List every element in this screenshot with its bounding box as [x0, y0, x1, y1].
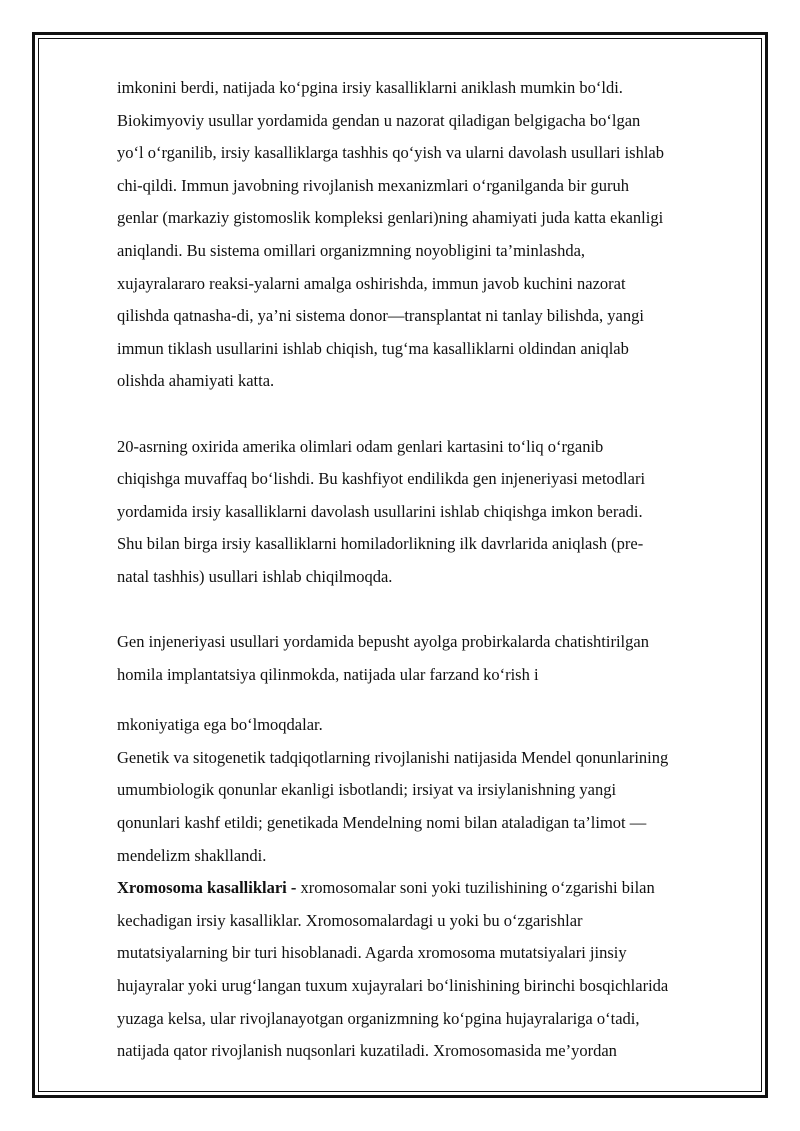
text-line: chi-qildi. Immun javobning rivojlanish mexanizmlari o‘rganilganda bir guruh [117, 175, 629, 195]
text-line: immun tiklash usullarini ishlab chiqish, tug‘ma kasalliklarni oldindan aniqlab [117, 338, 629, 358]
text-line: Shu bilan birga irsiy kasalliklarni homiladorlikning ilk davrlarida aniqlash (pre- [117, 534, 644, 554]
text-line: chiqishga muvaffaq bo‘lishdi. Bu kashfiyot endilikda gen injeneriyasi metodlari [117, 469, 646, 489]
text-line: imkonini berdi, natijada ko‘pgina irsiy kasalliklarni aniklash mumkin bo‘ldi. [117, 78, 623, 97]
text-line: yo‘l o‘rganilib, irsiy kasalliklarga tashhis qo‘yish va ularni davolash usullari ishlab [117, 143, 665, 163]
text-line: olishda ahamiyati katta. [117, 371, 275, 391]
paragraph-spacer [117, 398, 749, 431]
text-line: mendelizm shakllandi. [117, 845, 267, 865]
text-line [117, 872, 749, 905]
text-line: mutatsiyalarning bir turi hisoblanadi. Agarda xromosoma mutatsiyalari jinsiy [117, 943, 627, 963]
paragraph-immunology [117, 72, 749, 398]
paragraph-spacer [117, 594, 749, 627]
term-definition: xromosomalar soni yoki tuzilishining o‘zgarishi bilan [296, 878, 655, 898]
text-line: 20-asrning oxirida amerika olimlari odam genlari kartasini to‘liq o‘rganib [117, 436, 604, 456]
text-line: natijada qator rivojlanish nuqsonlari kuzatiladi. Xromosomasida me’yordan [117, 1041, 617, 1061]
text-line: Biokimyoviy usullar yordamida gendan u nazorat qiladigan belgigacha bo‘lgan [117, 110, 641, 130]
text-line: Genetik va sitogenetik tadqiqotlarning rivojlanishi natijasida Mendel qonunlarining [117, 747, 669, 767]
paragraph-mendelism [117, 709, 749, 872]
text-line: Gen injeneriyasi usullari yordamida bepusht ayolga probirkalarda chatishtirilgan [117, 632, 649, 652]
paragraph-spacer [117, 691, 749, 709]
paragraph-chromosome-diseases [117, 872, 749, 1068]
text-line: kechadigan irsiy kasalliklar. Xromosomalardagi u yoki bu o‘zgarishlar [117, 910, 583, 930]
text-line: genlar (markaziy gistomoslik kompleksi genlari)ning ahamiyati juda katta ekanligi [117, 208, 664, 228]
text-line: aniqlandi. Bu sistema omillari organizmning noyobligini ta’minlashda, [117, 240, 586, 260]
text-line: mkoniyatiga ega bo‘lmoqdalar. [117, 715, 323, 735]
text-line: qonunlari kashf etildi; genetikada Mendelning nomi bilan ataladigan ta’limot — [117, 813, 647, 833]
paragraph-gene-engineering [117, 626, 749, 691]
text-line: umumbiologik qonunlar ekanligi isbotlandi; irsiyat va irsiylanishning yangi [117, 780, 617, 800]
text-line: yordamida irsiy kasalliklarni davolash usullarini ishlab chiqishga imkon beradi. [117, 501, 643, 521]
text-line: homila implantatsiya qilinmokda, natijada ular farzand ko‘rish i [117, 664, 539, 684]
term-heading: Xromosoma kasalliklari - [117, 878, 297, 898]
text-line: xujayralararo reaksi-yalarni amalga oshirishda, immun javob kuchini nazorat [117, 273, 626, 293]
text-line: hujayralar yoki urug‘langan tuxum xujayralari bo‘linishining birinchi bosqichlarida [117, 976, 669, 996]
document-body [117, 72, 749, 1068]
text-line: qilishda qatnasha-di, ya’ni sistema donor—transplantat ni tanlay bilishda, yangi [117, 306, 644, 326]
paragraph-genome [117, 431, 749, 594]
text-line: yuzaga kelsa, ular rivojlanayotgan organizmning ko‘pgina hujayralariga o‘tadi, [117, 1008, 640, 1028]
text-line: natal tashhis) usullari ishlab chiqilmoqda. [117, 566, 393, 586]
